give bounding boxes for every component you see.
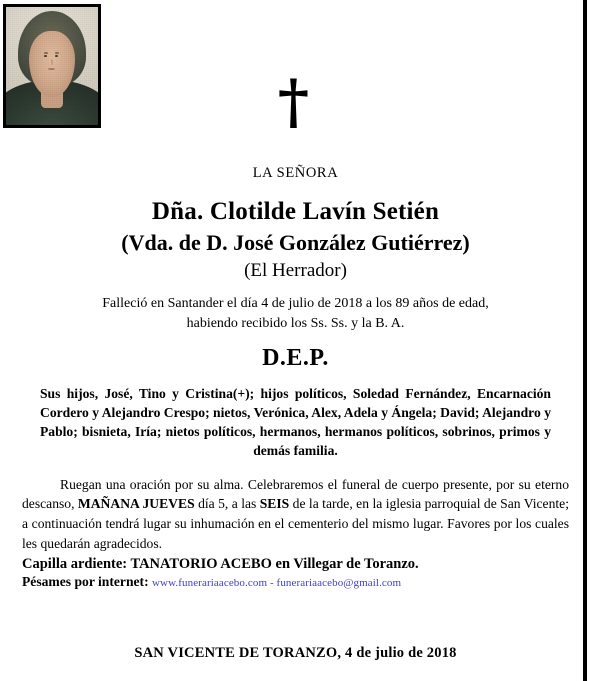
- deceased-name: Dña. Clotilde Lavín Setién: [151, 198, 440, 225]
- condolences-label: Pésames por internet:: [22, 573, 149, 589]
- widow-of-text: (Vda. de D. José González Gutiérrez): [121, 230, 470, 255]
- funeral-arrangements-text: [22, 475, 569, 554]
- nickname-text: (El Herrador): [244, 260, 347, 281]
- surviving-family-list: Sus hijos, José, Tino y Cristina(+); hijos políticos, Soledad Fernández, Encarnación Cordero y Alejandro Crespo; nietos, Verónica, Alex, Adela y Ángela; David; Alejandro y Pablo; bisnieta, Iría; nietos políticos, hermanos, hermanos políticos, sobrinos, primos y demás familia.: [40, 385, 551, 459]
- funeral-text-part-2: día 5, a las: [194, 496, 260, 512]
- funeral-text-part-3: de la tarde, en la iglesia parroquial de San Vicente; a continuación tendrá lugar su inhumación en el cementerio del mismo lugar. Favores por los cuales les quedarán agradecidos.: [22, 496, 569, 551]
- place-and-date-footer: SAN VICENTE DE TORANZO, 4 de julio de 2018: [134, 645, 457, 661]
- death-details: [22, 294, 569, 335]
- condolences-online-line: [22, 574, 569, 590]
- funeral-home-contact-link[interactable]: www.funerariaacebo.com - funerariaacebo@gmail.com: [152, 576, 402, 589]
- funeral-text-part-1: Ruegan una oración por su alma. Celebraremos el funeral de cuerpo presente, por su eterno descanso,: [22, 476, 569, 512]
- death-details-line-1: Falleció en Santander el día 4 de julio de 2018 a los 89 años de edad,: [102, 296, 489, 311]
- funeral-day-emphasis: MAÑANA JUEVES: [77, 496, 195, 512]
- notice-body: [22, 165, 569, 590]
- rest-in-peace-text: D.E.P.: [262, 344, 329, 371]
- death-details-line-2: habiendo recibido los Ss. Ss. y la B. A.: [186, 316, 405, 332]
- funeral-time-emphasis: SEIS: [259, 496, 290, 512]
- latin-cross-icon: †: [277, 67, 310, 137]
- salutation-text: LA SEÑORA: [252, 165, 339, 181]
- funeral-chapel-location: Capilla ardiente: TANATORIO ACEBO en Villegar de Toranzo.: [22, 555, 419, 572]
